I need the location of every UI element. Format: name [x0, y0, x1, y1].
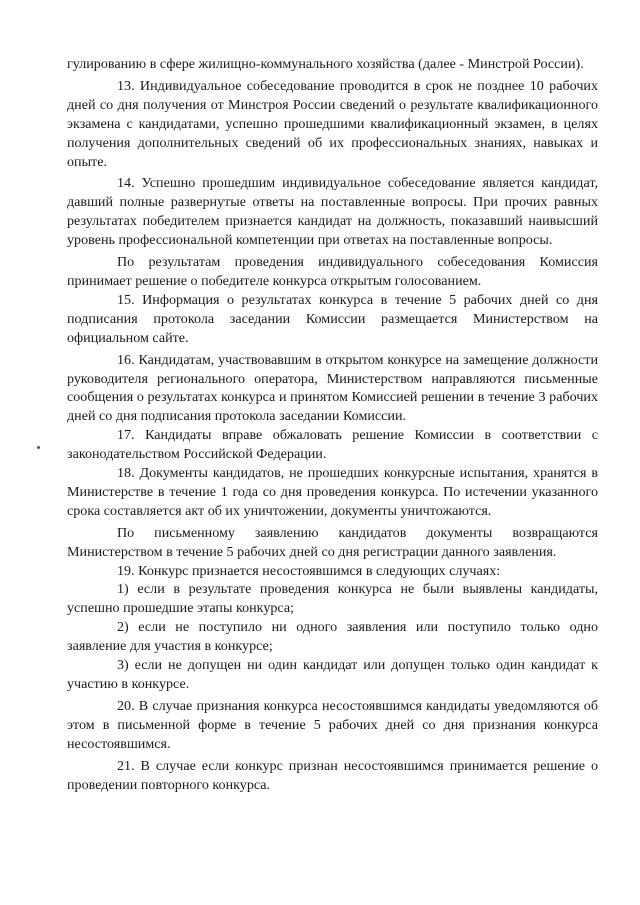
paragraph-14-result: По результатам проведения индивидуального собеседования Комиссия принимает решение о победителе конкурса открытым голосованием.: [67, 254, 598, 289]
paragraph-20: 20. В случае признания конкурса несостоявшимся кандидаты уведомляются об этом в письменной форме в течение 5 рабочих дней со дня признания конкурса несостоявшимся.: [67, 697, 598, 752]
paragraph-21: 21. В случае если конкурс признан несостоявшимся принимается решение о проведении повторного конкурса.: [67, 757, 598, 793]
paragraph-19-case-3: 3) если не допущен ни один кандидат или допущен только один кандидат к участию в конкурсе.: [67, 657, 598, 692]
paragraph-18-return: По письменному заявлению кандидатов документы возвращаются Министерством в течение 5 рабочих дней со дня регистрации данного заявления.: [67, 524, 598, 560]
paragraph-19-case-1: 1) если в результате проведения конкурса не были выявлены кандидаты, успешно прошедшие этапы конкурса;: [67, 581, 598, 617]
paragraph-13: 13. Индивидуальное собеседование проводится в срок не позднее 10 рабочих дней со дня получения от Минстроя России сведений о результате квалификационного экзамена с кандидатами, успешно прошедшими квалификационный экзамен, в целях получения дополнительных сведений об их профессиональных знаниях, навыках и опыте.: [67, 77, 598, 170]
paragraph-17: 17. Кандидаты вправе обжаловать решение Комиссии в соответствии с законодательством Российской Федерации.: [67, 427, 598, 463]
margin-mark: [37, 446, 40, 449]
paragraph-15: 15. Информация о результатах конкурса в течение 5 рабочих дней со дня подписания протокола заседании Комиссии размещается Министерством на официальном сайте.: [67, 291, 598, 346]
paragraph-16: 16. Кандидатам, участвовавшим в открытом конкурсе на замещение должности руководителя регионального оператора, Министерством направляются письменные сообщения о результатах конкурса и принятом Комиссией решении в течение 3 рабочих дней со дня подписания протокола заседании Комиссии.: [67, 351, 598, 425]
paragraph-continuation: гулированию в сфере жилищно-коммунального хозяйства (далее - Минстрой России).: [67, 56, 584, 72]
paragraph-19-case-2: 2) если не поступило ни одного заявления или поступило только одно заявление для участия в конкурсе;: [67, 619, 598, 655]
paragraph-14: 14. Успешно прошедшим индивидуальное собеседование является кандидат, давший полные развернутые ответы на поставленные вопросы. При прочих равных результатах победителем признается кандидат на должность, показавший наивысший уровень профессиональной компетенции при ответах на поставленные вопросы.: [67, 175, 598, 249]
document-body: [67, 55, 598, 794]
paragraph-18: 18. Документы кандидатов, не прошедших конкурсные испытания, хранятся в Министерстве в течение 1 года со дня проведения конкурса. По истечении указанного срока составляется акт об их уничтожении, документы уничтожаются.: [67, 465, 598, 519]
paragraph-19: 19. Конкурс признается несостоявшимся в следующих случаях:: [117, 562, 501, 579]
